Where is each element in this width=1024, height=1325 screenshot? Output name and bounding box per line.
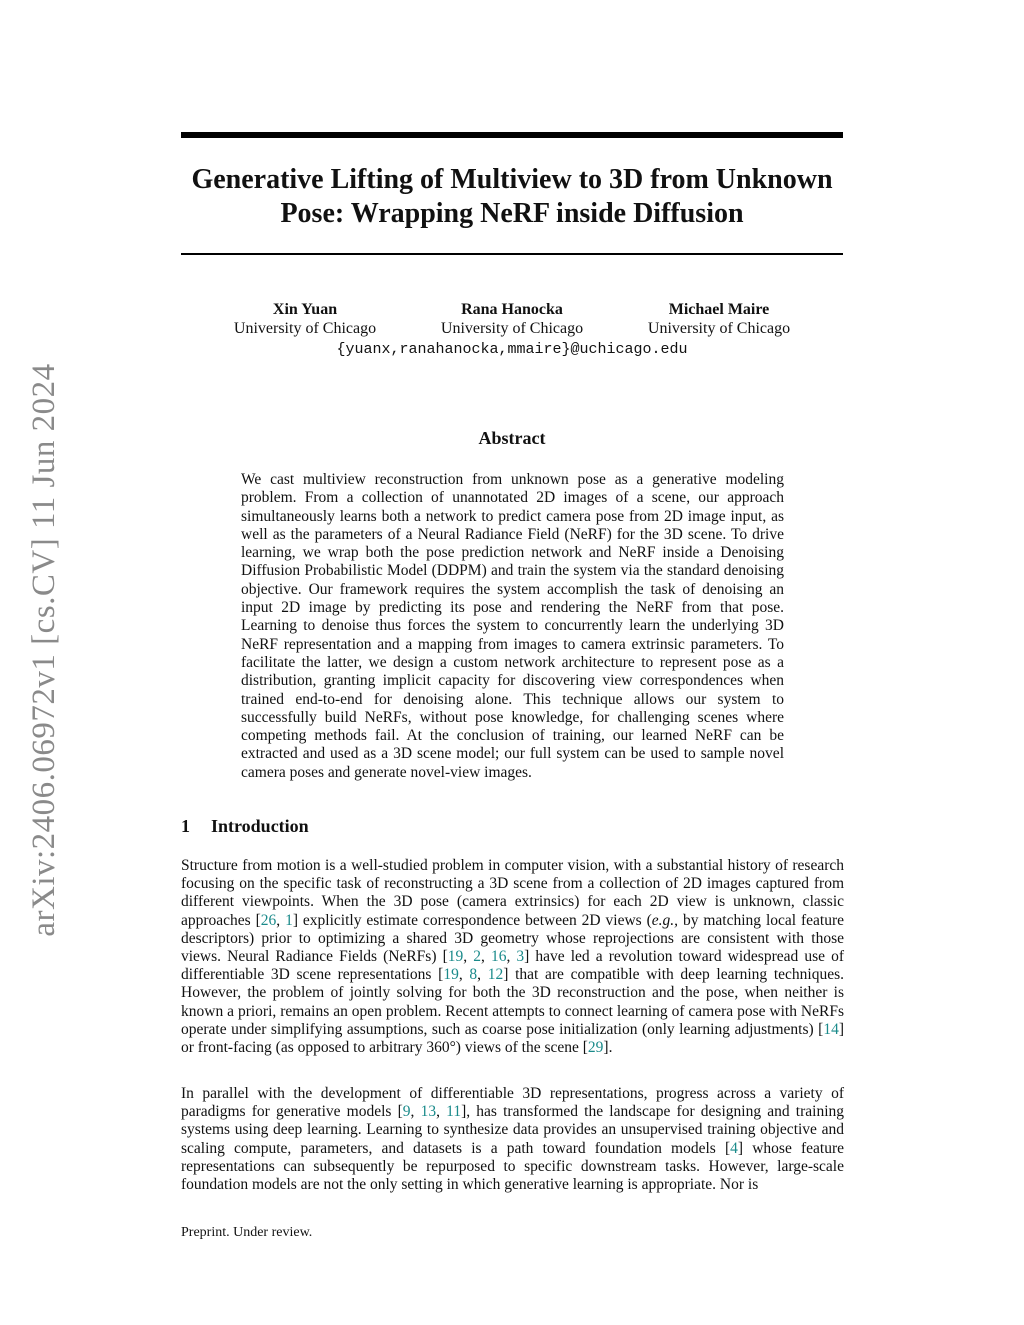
author-name: Michael Maire	[668, 301, 770, 318]
text-run: ,	[477, 966, 488, 984]
section-number: 1	[181, 816, 190, 836]
text-run: by matching local feature descriptors) prior to optimizing a shared 3D geometry whose reprojections are consistent with those views. Neural Radiance Fields (NeRFs) [	[181, 911, 845, 966]
citation-link[interactable]: 13	[420, 1103, 437, 1121]
author-affiliation: University of Chicago	[440, 320, 584, 337]
text-run: ,	[463, 948, 474, 966]
page-footer: Preprint. Under review.	[181, 1225, 313, 1240]
text-run: ], has transformed the landscape for designing and training systems using deep learning. Learning to synthesize data provides an unsupervised training objective and scaling compute, parameters, and datasets is a path toward foundation models [	[181, 1103, 844, 1157]
text-run: ] that are compatible with deep learning techniques. However, the problem of jointly solving for both the 3D reconstruction and the pose, when neither is known a priori, remains an open problem. Recent attempts to connect learning of camera pose with NeRFs operate under simplifying assumptions, such as coarse pose initialization (only learning adjustments) [	[181, 966, 845, 1038]
text-run: ,	[458, 966, 470, 984]
title-bottom-rule	[181, 253, 843, 255]
arxiv-identifier-stamp: arXiv:2406.06972v1 [cs.CV] 11 Jun 2024	[26, 363, 62, 937]
citation-link[interactable]: 8	[469, 966, 478, 984]
citation-link[interactable]: 14	[823, 1020, 839, 1038]
author-3	[609, 300, 829, 338]
abstract-heading: Abstract	[478, 428, 546, 448]
citation-link[interactable]: 1	[285, 911, 293, 929]
author-name: Rana Hanocka	[461, 301, 563, 318]
text-run: In parallel with the development of differentiable 3D representations, progress across a variety of paradigms for generative models [	[181, 1085, 844, 1121]
author-name: Xin Yuan	[272, 301, 338, 318]
text-run: ,	[436, 1103, 447, 1121]
citation-link[interactable]: 19	[447, 948, 464, 966]
citation-link[interactable]: 4	[730, 1139, 738, 1157]
citation-link[interactable]: 19	[443, 966, 459, 984]
abstract-text: We cast multiview reconstruction from unknown pose as a generative modeling problem. From a collection of unannotated 2D images of a scene, our approach simultaneously learns both a network to predict camera pose from 2D image input, as well as the parameters of a Neural Radiance Field (NeRF) for the 3D scene. To drive learning, we wrap both the pose prediction network and NeRF inside a Denoising Diffusion Probabilistic Model (DDPM) and train the system via the standard denoising objective. Our framework requires the system accomplish the task of denoising an input 2D image by predicting its pose and rendering the NeRF from that pose. Learning to denoise thus forces the system to concurrently learn the underlying 3D NeRF representation and a mapping from images to camera extrinsic parameters. To facilitate the latter, we design a custom network architecture to represent pose as a distribution, granting implicit capacity for discovering view correspondences when trained end-to-end for denoising alone. This technique allows our system to successfully build NeRFs, without pose knowledge, for challenging scenes where competing methods fail. At the conclusion of training, our learned NeRF can be extracted and used as a 3D scene model; our full system can be used to sample novel camera poses and generate novel-view images.	[241, 471, 784, 781]
author-2	[402, 300, 622, 338]
text-run: ,	[410, 1103, 421, 1121]
text-run: ] explicitly estimate correspondence between 2D views (	[292, 911, 652, 929]
text-run: ] whose feature representations can subsequently be repurposed to specific downstream tasks. However, large-scale foundation models are not the only setting in which generative learning is appropriate. Nor is	[181, 1139, 844, 1194]
text-run: ,	[506, 948, 517, 966]
citation-link[interactable]: 16	[490, 948, 507, 966]
intro-paragraph-1	[181, 857, 844, 1057]
citation-link[interactable]: 12	[487, 966, 504, 984]
text-run: ].	[603, 1039, 613, 1057]
citation-link[interactable]: 3	[516, 948, 525, 966]
text-run: ] or front-facing (as opposed to arbitrary 360°) views of the scene [	[181, 1020, 844, 1057]
citation-link[interactable]: 11	[446, 1103, 462, 1121]
author-block	[181, 300, 843, 340]
section-title: Introduction	[211, 816, 309, 836]
author-email: {yuanx,ranahanocka,mmaire}@uchicago.edu	[336, 341, 688, 358]
text-run: ,	[480, 948, 491, 966]
author-1	[195, 300, 415, 338]
title-line-1: Generative Lifting of Multiview to 3D from Unknown	[191, 164, 833, 195]
title-top-rule	[181, 132, 843, 138]
citation-link[interactable]: 29	[587, 1039, 604, 1057]
text-run: Structure from motion is a well-studied problem in computer vision, with a substantial history of research focusing on the specific task of reconstructing a 3D scene from a collection of 2D images captured from different viewpoints. When the 3D pose (camera extrinsics) for each 2D view is unknown, classic approaches [	[181, 857, 844, 929]
author-affiliation: University of Chicago	[233, 320, 377, 337]
text-run: e.g.,	[651, 911, 679, 929]
citation-link[interactable]: 26	[260, 911, 277, 929]
author-affiliation: University of Chicago	[647, 320, 791, 337]
text-run: ] have led a revolution toward widespread use of differentiable 3D scene representations [	[181, 948, 844, 984]
intro-paragraph-2	[181, 1085, 844, 1194]
citation-link[interactable]: 9	[402, 1103, 411, 1121]
title-line-2: Pose: Wrapping NeRF inside Diffusion	[280, 198, 744, 229]
citation-link[interactable]: 2	[473, 948, 481, 966]
paper-title	[181, 163, 843, 231]
text-run: ,	[276, 911, 286, 929]
section-heading-introduction	[181, 815, 843, 837]
